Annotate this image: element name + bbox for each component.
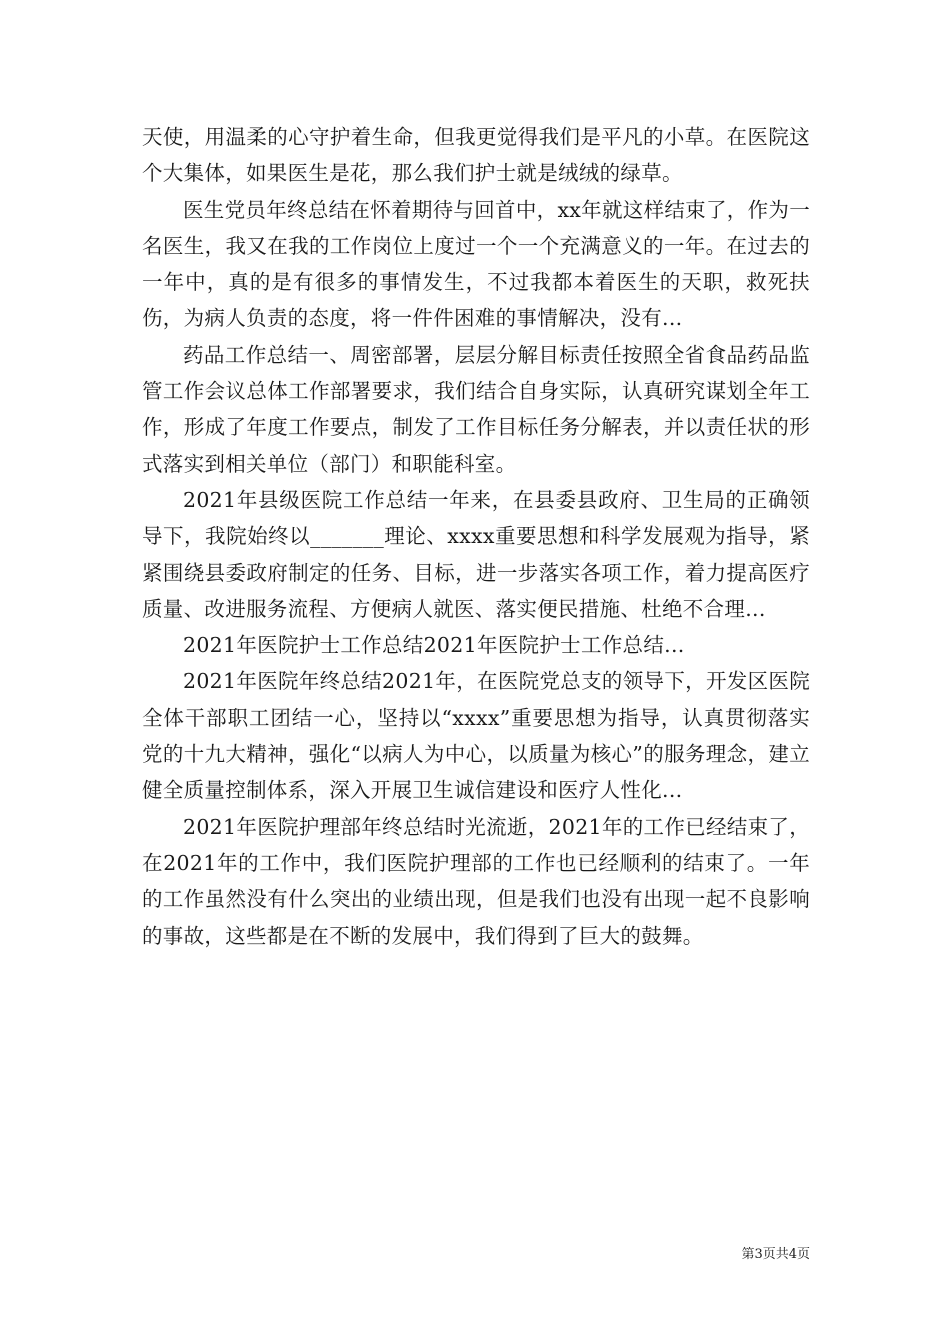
- page-number: 第3页共4页: [741, 1247, 810, 1262]
- paragraph: 2021年医院护士工作总结2021年医院护士工作总结...: [183, 633, 685, 658]
- paragraph: 2021年医院年终总结2021年，在医院党总支的领导下，开发区医院全体干部职工团结一心，坚持以“xxxx”重要思想为指导，认真贯彻落实党的十九大精神，强化“以病人为中心，以质量为核心”的服务理念，建立健全质量控制体系，深入开展卫生诚信建设和医疗人性化...: [142, 669, 810, 803]
- paragraph: 医生党员年终总结在怀着期待与回首中，xx年就这样结束了，作为一名医生，我又在我的工作岗位上度过一个一个充满意义的一年。在过去的一年中，真的是有很多的事情发生，不过我都本着医生的天职，救死扶伤，为病人负责的态度，将一件件困难的事情解决，没有...: [142, 197, 810, 331]
- paragraph: 2021年县级医院工作总结一年来，在县委县政府、卫生局的正确领导下，我院始终以_______理论、xxxx重要思想和科学发展观为指导，紧紧围绕县委政府制定的任务、目标，进一步落实各项工作，着力提高医疗质量、改进服务流程、方便病人就医、落实便民措施、杜绝不合理...: [142, 487, 810, 621]
- paragraph: 天使，用温柔的心守护着生命，但我更觉得我们是平凡的小草。在医院这个大集体，如果医生是花，那么我们护士就是绒绒的绿草。: [142, 125, 810, 186]
- paragraph: 2021年医院护理部年终总结时光流逝，2021年的工作已经结束了，在2021年的工作中，我们医院护理部的工作也已经顺利的结束了。一年的工作虽然没有什么突出的业绩出现，但是我们也没有出现一起不良影响的事故，这些都是在不断的发展中，我们得到了巨大的鼓舞。: [142, 814, 810, 948]
- document-body: [142, 119, 810, 954]
- paragraph: 药品工作总结一、周密部署，层层分解目标责任按照全省食品药品监管工作会议总体工作部署要求，我们结合自身实际，认真研究谋划全年工作，形成了年度工作要点，制发了工作目标任务分解表，并以责任状的形式落实到相关单位（部门）和职能科室。: [142, 342, 810, 476]
